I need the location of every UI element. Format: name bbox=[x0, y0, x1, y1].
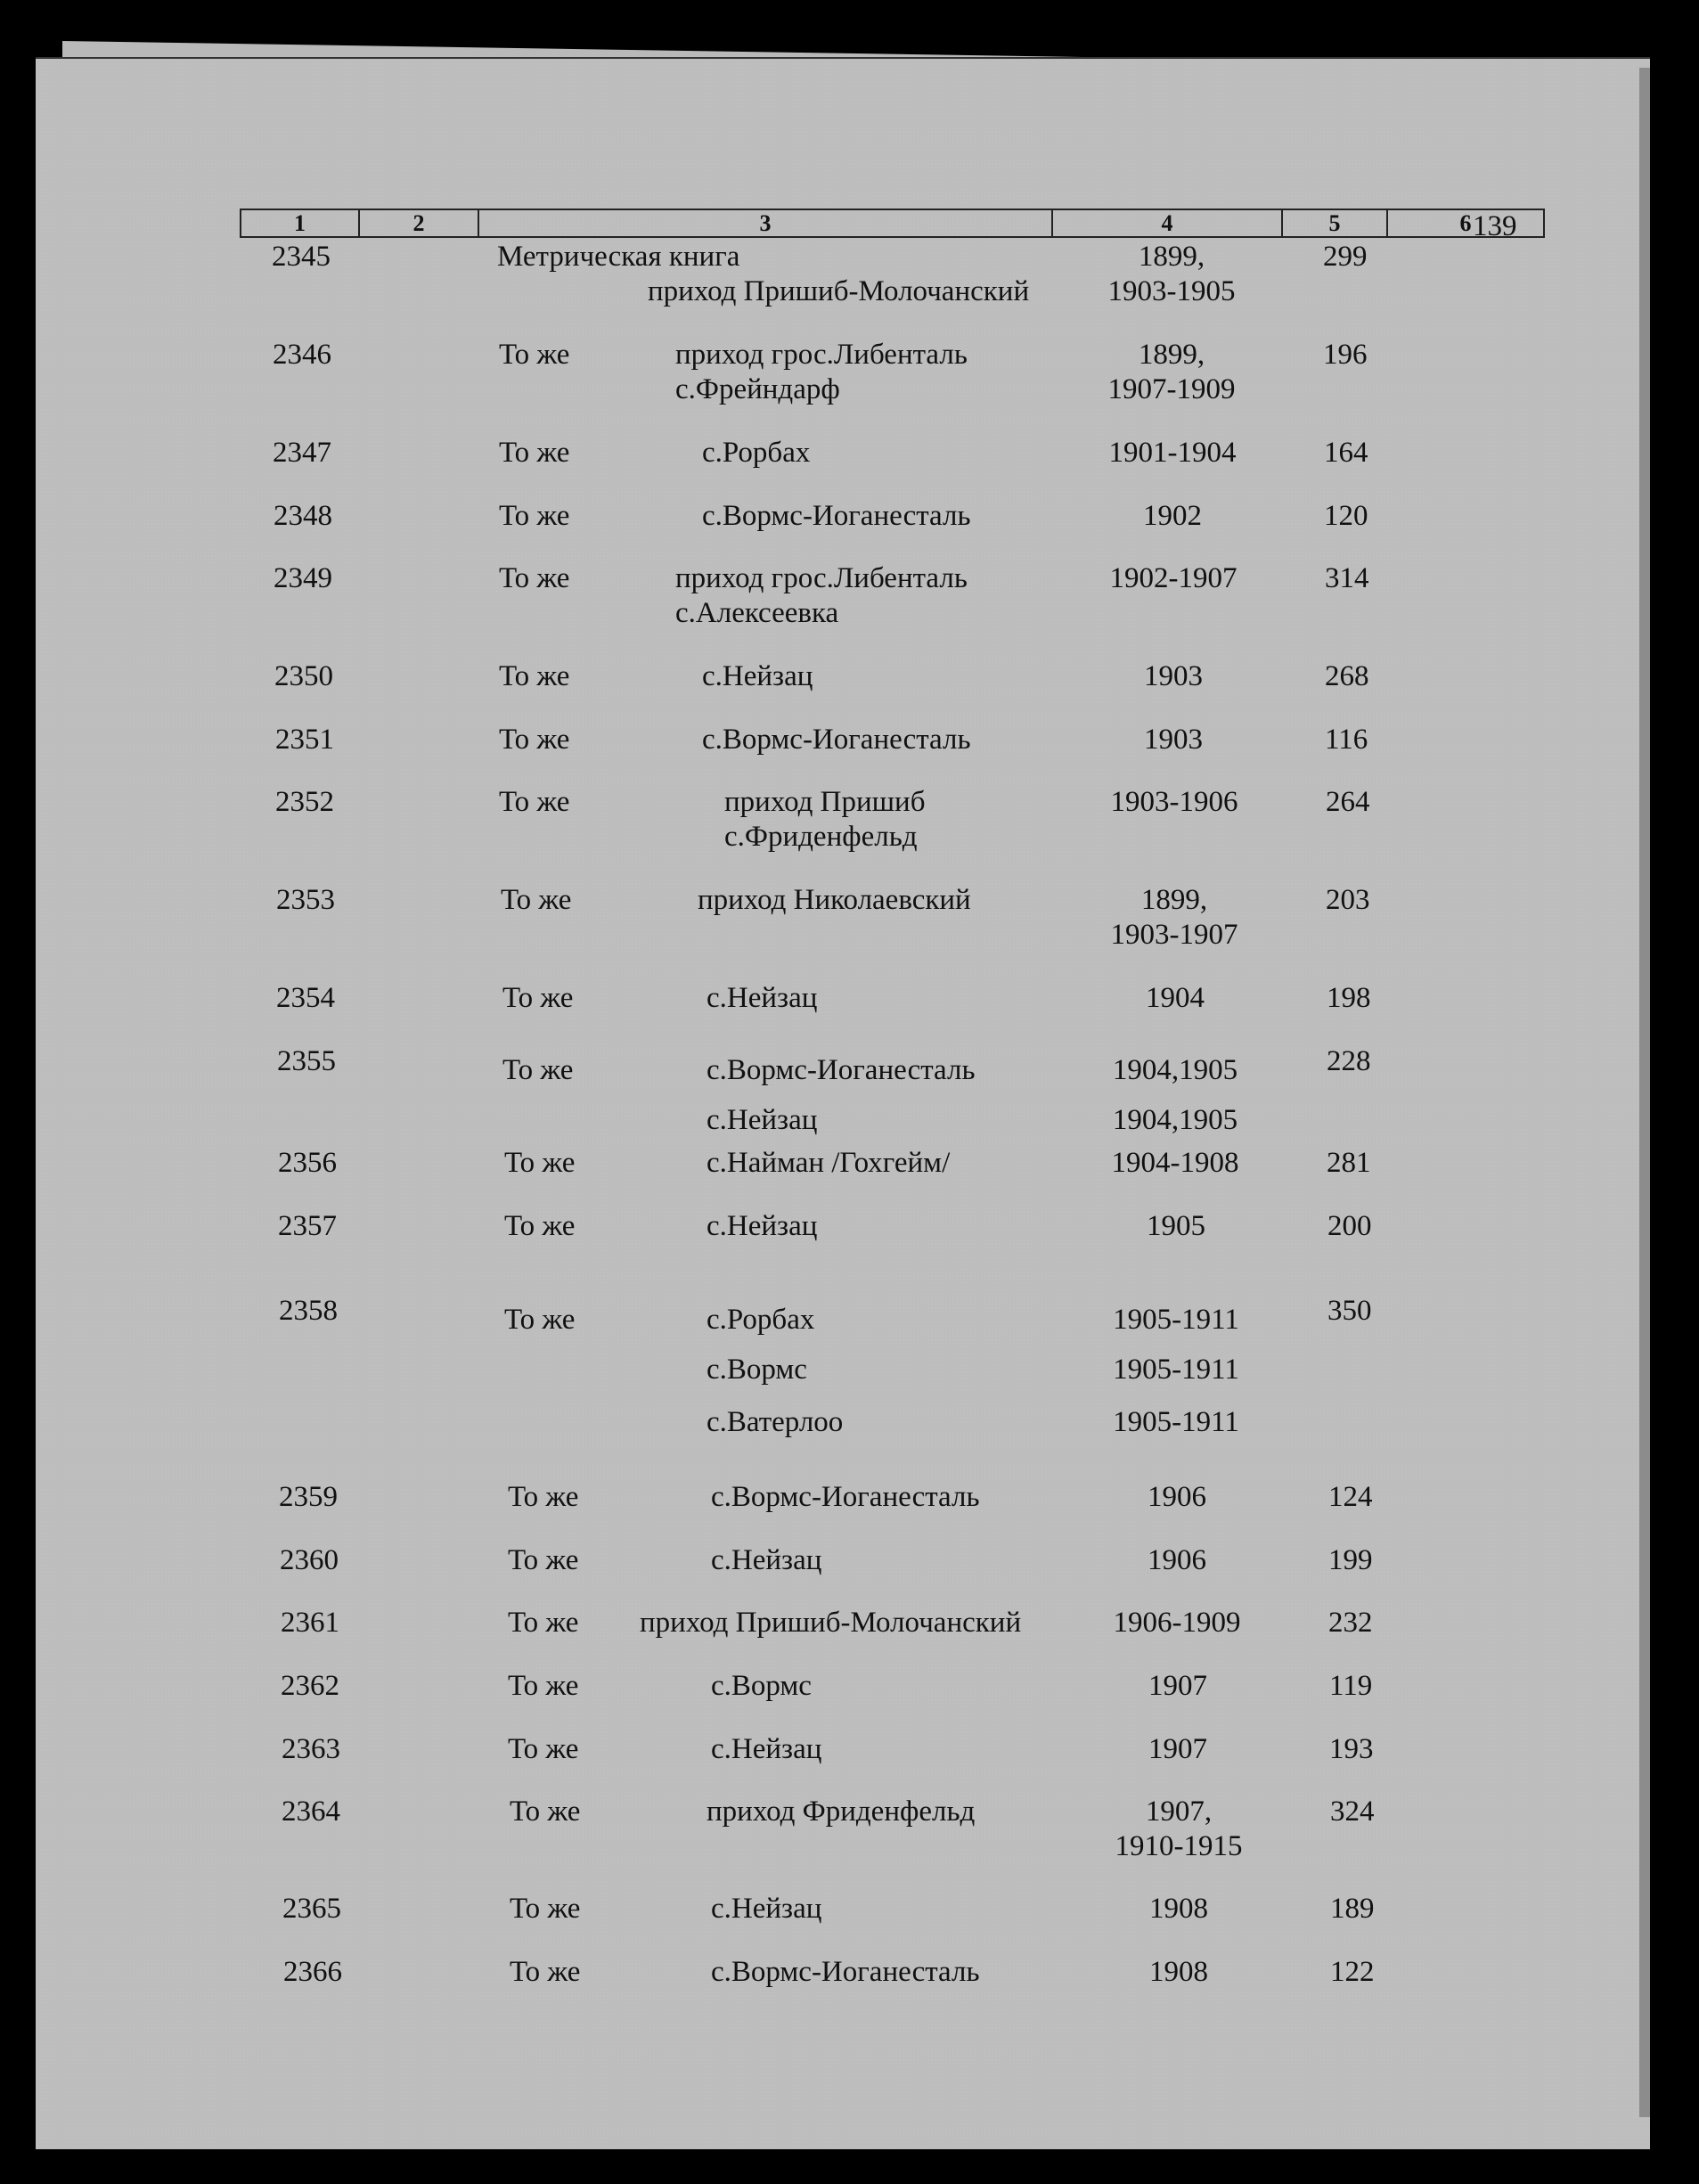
record-years: 1908 bbox=[1149, 1956, 1208, 1988]
record-place: с.Нейзац bbox=[711, 1893, 822, 1925]
header-col-2: 2 bbox=[360, 210, 479, 236]
record-place: с.Нейзац bbox=[711, 1544, 822, 1576]
header-col-3: 3 bbox=[479, 210, 1053, 236]
record-number: 2350 bbox=[274, 660, 333, 692]
record-kind: То же bbox=[499, 724, 570, 756]
record-kind: То же bbox=[499, 562, 570, 594]
page-edge-shadow bbox=[1639, 68, 1650, 2117]
record-place: приход Пришиб-Молочанский bbox=[640, 1607, 1022, 1639]
record-kind: То же bbox=[508, 1607, 579, 1639]
record-kind: То же bbox=[508, 1733, 579, 1765]
record-place: с.Нейзац bbox=[707, 1210, 818, 1242]
record-count: 124 bbox=[1328, 1481, 1373, 1513]
record-count: 198 bbox=[1327, 982, 1371, 1014]
record-years: 1899, bbox=[1138, 339, 1205, 371]
record-kind: То же bbox=[499, 786, 570, 818]
record-years: 1906 bbox=[1148, 1544, 1206, 1576]
record-years: 1904,1905 bbox=[1112, 1104, 1238, 1136]
record-count: 228 bbox=[1327, 1045, 1371, 1077]
page-number: 139 bbox=[1473, 210, 1517, 242]
record-count: 120 bbox=[1324, 500, 1368, 532]
record-number: 2351 bbox=[275, 724, 334, 756]
record-place: с.Фрейндарф bbox=[675, 373, 840, 405]
record-years: 1904,1905 bbox=[1112, 1054, 1238, 1086]
record-place: с.Вормс-Иоганесталь bbox=[711, 1481, 980, 1513]
record-years: 1902 bbox=[1143, 500, 1202, 532]
record-number: 2364 bbox=[282, 1795, 340, 1828]
record-count: 314 bbox=[1325, 562, 1369, 594]
record-number: 2362 bbox=[281, 1670, 339, 1702]
record-kind: То же bbox=[499, 660, 570, 692]
record-place: с.Фриденфельд bbox=[724, 821, 918, 853]
record-number: 2363 bbox=[282, 1733, 340, 1765]
record-count: 199 bbox=[1328, 1544, 1373, 1576]
record-count: 122 bbox=[1330, 1956, 1375, 1988]
record-number: 2366 bbox=[283, 1956, 342, 1988]
record-count: 281 bbox=[1327, 1147, 1371, 1179]
record-number: 2345 bbox=[272, 241, 331, 273]
record-years: 1905-1911 bbox=[1113, 1354, 1239, 1386]
record-place: приход Пришиб bbox=[724, 786, 926, 818]
record-place: с.Рорбах bbox=[707, 1304, 815, 1336]
record-place: с.Нейзац bbox=[711, 1733, 822, 1765]
record-place: с.Алексеевка bbox=[675, 597, 839, 629]
record-years: 1905-1911 bbox=[1113, 1406, 1239, 1438]
record-place: с.Найман /Гохгейм/ bbox=[707, 1147, 951, 1179]
record-number: 2365 bbox=[282, 1893, 341, 1925]
record-number: 2355 bbox=[277, 1045, 336, 1077]
record-count: 203 bbox=[1326, 884, 1370, 916]
record-count: 299 bbox=[1323, 241, 1368, 273]
record-years: 1907 bbox=[1148, 1670, 1207, 1702]
record-years: 1905 bbox=[1147, 1210, 1205, 1242]
record-count: 196 bbox=[1323, 339, 1368, 371]
record-kind: То же bbox=[510, 1795, 581, 1828]
record-years: 1905-1911 bbox=[1113, 1304, 1239, 1336]
record-count: 200 bbox=[1327, 1210, 1372, 1242]
record-number: 2346 bbox=[273, 339, 331, 371]
record-kind: То же bbox=[502, 1054, 574, 1086]
record-kind: То же bbox=[499, 437, 570, 469]
record-place: приход Николаевский bbox=[698, 884, 971, 916]
record-place: с.Нейзац bbox=[707, 982, 818, 1014]
record-kind: То же bbox=[499, 339, 570, 371]
record-count: 119 bbox=[1329, 1670, 1373, 1702]
record-years: 1907-1909 bbox=[1107, 373, 1236, 405]
record-place: приход Фриденфельд bbox=[707, 1795, 976, 1828]
record-kind: То же bbox=[510, 1956, 581, 1988]
record-kind: То же bbox=[501, 884, 572, 916]
record-kind: То же bbox=[508, 1670, 579, 1702]
record-place: приход Пришиб-Молочанский bbox=[648, 275, 1030, 307]
record-years: 1907, bbox=[1145, 1795, 1213, 1828]
record-kind: То же bbox=[508, 1544, 579, 1576]
record-place: с.Вормс-Иоганесталь bbox=[702, 724, 971, 756]
record-number: 2354 bbox=[276, 982, 335, 1014]
record-years: 1902-1907 bbox=[1109, 562, 1237, 594]
record-number: 2361 bbox=[281, 1607, 339, 1639]
record-place: с.Вормс-Иоганесталь bbox=[707, 1054, 976, 1086]
document-page bbox=[36, 57, 1650, 2149]
record-number: 2358 bbox=[279, 1295, 338, 1327]
record-place: приход грос.Либенталь bbox=[675, 562, 968, 594]
record-kind: То же bbox=[508, 1481, 579, 1513]
header-col-5: 5 bbox=[1283, 210, 1388, 236]
record-years: 1904 bbox=[1146, 982, 1205, 1014]
record-count: 193 bbox=[1329, 1733, 1374, 1765]
record-years: 1908 bbox=[1149, 1893, 1208, 1925]
record-kind: То же bbox=[504, 1210, 576, 1242]
record-place: с.Вормс-Иоганесталь bbox=[711, 1956, 980, 1988]
record-number: 2359 bbox=[279, 1481, 338, 1513]
header-col-4: 4 bbox=[1053, 210, 1283, 236]
record-years: 1903-1905 bbox=[1107, 275, 1236, 307]
record-number: 2360 bbox=[280, 1544, 339, 1576]
record-years: 1903 bbox=[1144, 724, 1203, 756]
record-years: 1906-1909 bbox=[1113, 1607, 1241, 1639]
record-kind: Метрическая книга bbox=[497, 241, 740, 273]
record-years: 1899, bbox=[1138, 241, 1205, 273]
record-number: 2353 bbox=[276, 884, 335, 916]
record-kind: То же bbox=[510, 1893, 581, 1925]
record-count: 116 bbox=[1325, 724, 1368, 756]
record-place: с.Вормс-Иоганесталь bbox=[702, 500, 971, 532]
record-place: с.Вормс bbox=[711, 1670, 812, 1702]
record-years: 1901-1904 bbox=[1108, 437, 1237, 469]
record-kind: То же bbox=[499, 500, 570, 532]
record-number: 2348 bbox=[274, 500, 332, 532]
record-years: 1903-1907 bbox=[1110, 919, 1238, 951]
table-header bbox=[240, 209, 1545, 238]
record-place: с.Нейзац bbox=[702, 660, 813, 692]
record-years: 1899, bbox=[1140, 884, 1208, 916]
record-number: 2357 bbox=[278, 1210, 337, 1242]
record-years: 1907 bbox=[1148, 1733, 1207, 1765]
record-count: 232 bbox=[1328, 1607, 1373, 1639]
record-place: с.Ватерлоо bbox=[707, 1406, 844, 1438]
record-years: 1904-1908 bbox=[1111, 1147, 1239, 1179]
record-place: с.Рорбах bbox=[702, 437, 811, 469]
record-years: 1906 bbox=[1148, 1481, 1206, 1513]
record-count: 189 bbox=[1330, 1893, 1375, 1925]
record-years: 1903-1906 bbox=[1110, 786, 1238, 818]
record-kind: То же bbox=[502, 982, 574, 1014]
record-place: с.Вормс bbox=[707, 1354, 807, 1386]
record-kind: То же bbox=[504, 1147, 576, 1179]
record-number: 2356 bbox=[278, 1147, 337, 1179]
record-count: 264 bbox=[1326, 786, 1370, 818]
record-place: приход грос.Либенталь bbox=[675, 339, 968, 371]
record-number: 2349 bbox=[274, 562, 332, 594]
record-years: 1903 bbox=[1144, 660, 1203, 692]
record-place: с.Нейзац bbox=[707, 1104, 818, 1136]
record-years: 1910-1915 bbox=[1115, 1830, 1243, 1862]
record-count: 268 bbox=[1325, 660, 1369, 692]
record-kind: То же bbox=[504, 1304, 576, 1336]
header-col-1: 1 bbox=[241, 210, 360, 236]
record-number: 2352 bbox=[275, 786, 334, 818]
record-count: 324 bbox=[1330, 1795, 1375, 1828]
header-col-6: 6 bbox=[1459, 210, 1472, 236]
record-number: 2347 bbox=[273, 437, 331, 469]
record-count: 164 bbox=[1324, 437, 1368, 469]
record-count: 350 bbox=[1327, 1295, 1372, 1327]
